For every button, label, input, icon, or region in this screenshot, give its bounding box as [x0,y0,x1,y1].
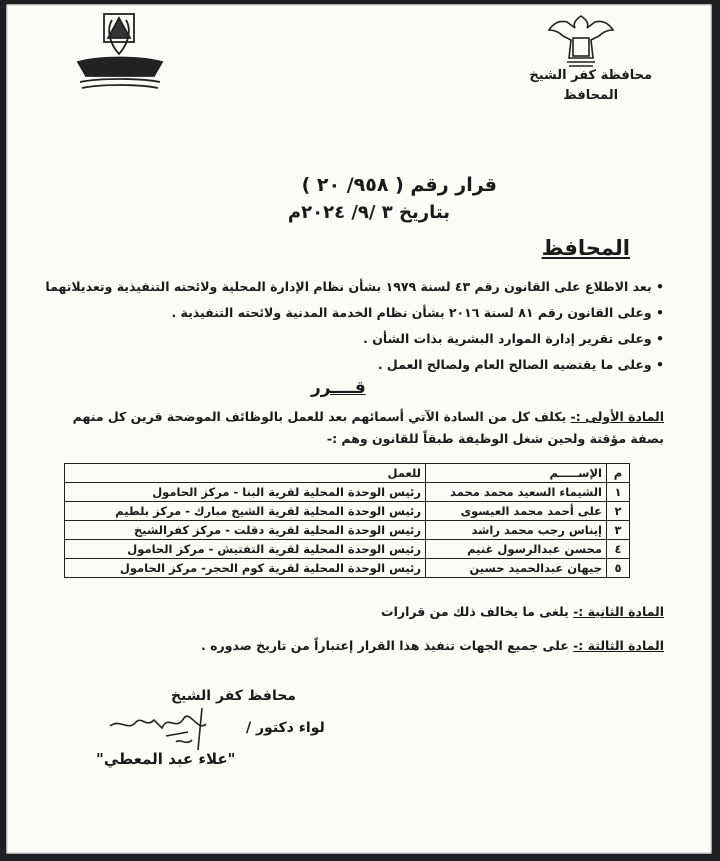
col-header-job: للعمل [65,464,426,483]
row-name: جيهان عبدالحميد حسين [426,559,607,578]
governorate-name: محافظة كفر الشيخ [529,68,652,83]
governorate-logo-icon [70,10,170,96]
row-job: رئيس الوحدة المحلية لقرية التفتيش - مركز الحامول [65,540,426,559]
row-number: ٤ [607,540,630,559]
signature-title: محافظ كفر الشيخ [171,688,296,704]
table-row [65,502,630,521]
article-one [44,406,664,450]
article-one-text: يكلف كل من السادة الآتي أسمائهم بعد للعمل بالوظائف الموضحة قرين كل منهم [72,409,567,424]
article-two-text: يلغى ما يخالف ذلك من قرارات [381,604,569,619]
document-page [6,4,712,854]
row-job: رئيس الوحدة المحلية لقرية الشيخ مبارك - مركز بلطيم [65,502,426,521]
row-number: ٥ [607,559,630,578]
preamble-item: • وعلى ما يقتضيه الصالح العام ولصالح العمل . [377,357,664,372]
decision-number: قرار رقم ( ٩٥٨/ ٢٠ ) [301,174,497,196]
preamble-item: • بعد الاطلاع على القانون رقم ٤٣ لسنة ١٩٧٩ بشأن نظام الإدارة المحلية ولائحته التنفيذية وتعديلاتهما [45,279,664,294]
row-name: الشيماء السعيد محمد محمد [426,483,607,502]
issuer-header [529,66,652,106]
table-row [65,483,630,502]
decision-word: قــــرر [311,378,366,398]
office-name: المحافظ [563,88,619,103]
row-name: محسن عبدالرسول غنيم [426,540,607,559]
table-row [65,521,630,540]
row-number: ١ [607,483,630,502]
row-job: رئيس الوحدة المحلية لقرية البنا - مركز الحامول [65,483,426,502]
row-number: ٢ [607,502,630,521]
handwritten-signature-icon [106,702,236,754]
row-job: رئيس الوحدة المحلية لقرية كوم الحجر- مركز الحامول [65,559,426,578]
table-header-row [65,464,630,483]
row-name: إيناس رجب محمد راشد [426,521,607,540]
document-heading: المحافظ [541,236,630,260]
table-row [65,559,630,578]
signature-name: "علاء عبد المعطي" [96,750,236,768]
article-two-label: المادة الثانية :- [573,604,664,619]
article-three-text: على جميع الجهات تنفيذ هذا القرار إعتباراً من تاريخ صدوره . [201,638,569,653]
row-job: رئيس الوحدة المحلية لقرية دقلت - مركز كفرالشيخ [65,521,426,540]
preamble-item: • وعلى القانون رقم ٨١ لسنة ٢٠١٦ بشأن نظام الخدمة المدنية ولائحته التنفيذية . [171,305,664,320]
signature-rank: لواء دكتور / [246,720,325,736]
col-header-number: م [607,464,630,483]
row-name: على أحمد محمد العيسوى [426,502,607,521]
article-two [381,604,664,619]
table-row [65,540,630,559]
col-header-name: الإســـــم [426,464,607,483]
article-one-label: المادة الأولى :- [570,409,664,424]
eagle-emblem-icon [545,10,617,70]
article-one-text-2: بصفة مؤقتة ولحين شغل الوظيفة طبقاً للقانون وهم :- [326,431,664,446]
article-three-label: المادة الثالثة :- [573,638,664,653]
article-three [201,638,664,653]
assignments-table [64,463,630,578]
decision-date: بتاريخ ٣ /٩/ ٢٠٢٤م [287,202,450,223]
preamble-item: • وعلى تقرير إدارة الموارد البشرية بذات الشأن . [363,331,664,346]
row-number: ٣ [607,521,630,540]
